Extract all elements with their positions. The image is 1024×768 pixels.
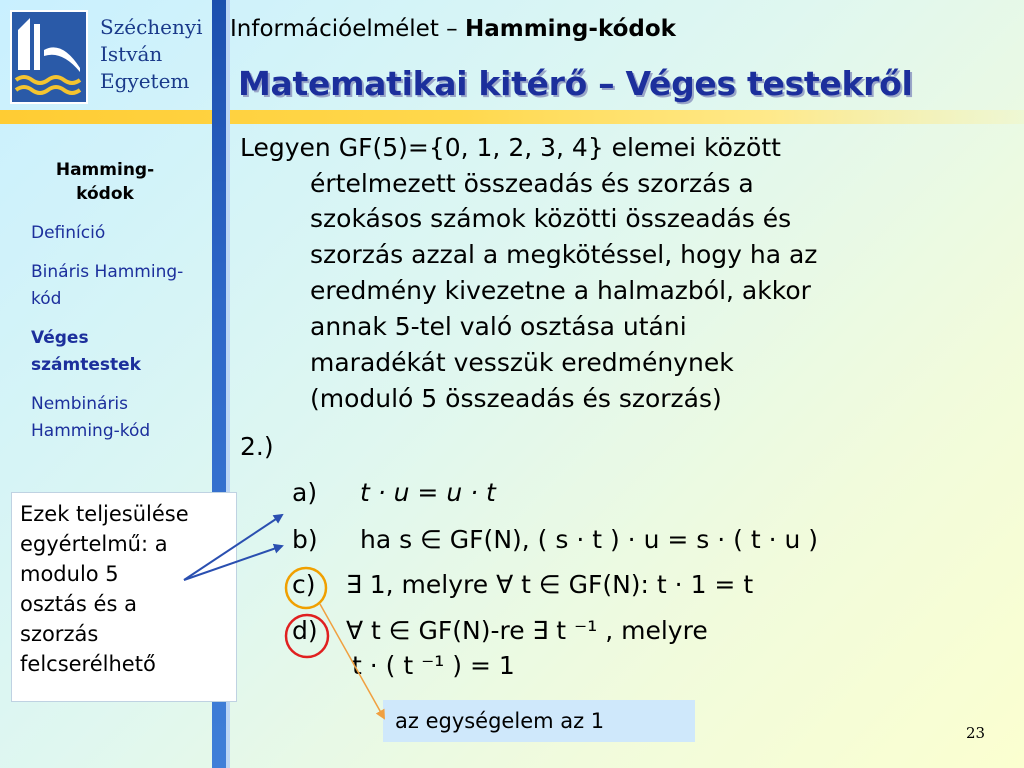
item-marker-b: b) [292,525,318,554]
intro-line: (moduló 5 összeadás és szorzás) [310,384,722,413]
intro-line: eredmény kivezetne a halmazból, akkor [310,276,811,305]
intro-line: szorzás azzal a megkötéssel, hogy ha az [310,240,818,269]
intro-line: Legyen GF(5)={0, 1, 2, 3, 4} elemei között [240,133,781,162]
sidebar-heading: Hamming-kódok [55,160,155,204]
arrow-to-note [320,604,384,718]
section-label: 2.) [240,432,274,461]
highlight-circle-c [286,568,326,608]
callout-line: osztás és a [20,592,137,616]
note-box: az egységelem az 1 [383,700,695,742]
callout-line: szorzás [20,622,99,646]
item-marker-d: d) [292,616,318,645]
item-marker-c: c) [292,570,316,599]
university-name-line: Széchenyi [100,15,203,39]
sidebar-item-nembinaris-hamming-kod[interactable]: Nembináris Hamming-kód [31,394,151,441]
sidebar-item-binaris-hamming-kod[interactable]: Bináris Hamming-kód [31,262,184,309]
university-name-line: István [100,42,163,66]
callout-line: felcserélhető [20,652,156,676]
intro-line: szokásos számok közötti összeadás és [310,204,792,233]
breadcrumb-topic: Hamming-kódok [464,16,676,42]
arrow-to-item-a [184,515,282,580]
intro-line: értelmezett összeadás és szorzás a [310,169,754,198]
item-text-a: t · u = u · t [360,478,496,507]
slide-title: Matematikai kitérő – Véges testekről [238,64,913,103]
item-text-c: ∃ 1, melyre ∀ t ∈ GF(N): t · 1 = t [346,570,754,599]
callout-line: Ezek teljesülése [20,502,189,526]
intro-line: annak 5-tel való osztása utáni [310,312,687,341]
breadcrumb-course: Információelmélet – [230,16,465,42]
sidebar-item-veges-szamtestek[interactable]: Véges számtestek [31,328,141,375]
arrow-to-item-b [184,546,282,580]
callout-line: egyértelmű: a [20,532,168,556]
item-text-d: ∀ t ∈ GF(N)-re ∃ t ⁻¹ , melyre [346,616,708,645]
item-text-b: ha s ∈ GF(N), ( s · t ) · u = s · ( t · u ) [360,525,819,554]
callout-line: modulo 5 [20,562,119,586]
intro-line: maradékát vesszük eredménynek [310,348,734,377]
highlight-circle-d [286,615,328,657]
university-name-line: Egyetem [100,69,190,93]
item-text-d-continued: t · ( t ⁻¹ ) = 1 [352,651,515,680]
item-marker-a: a) [292,478,318,507]
sidebar-item-definicio[interactable]: Definíció [31,223,106,243]
page-number: 23 [966,724,986,742]
